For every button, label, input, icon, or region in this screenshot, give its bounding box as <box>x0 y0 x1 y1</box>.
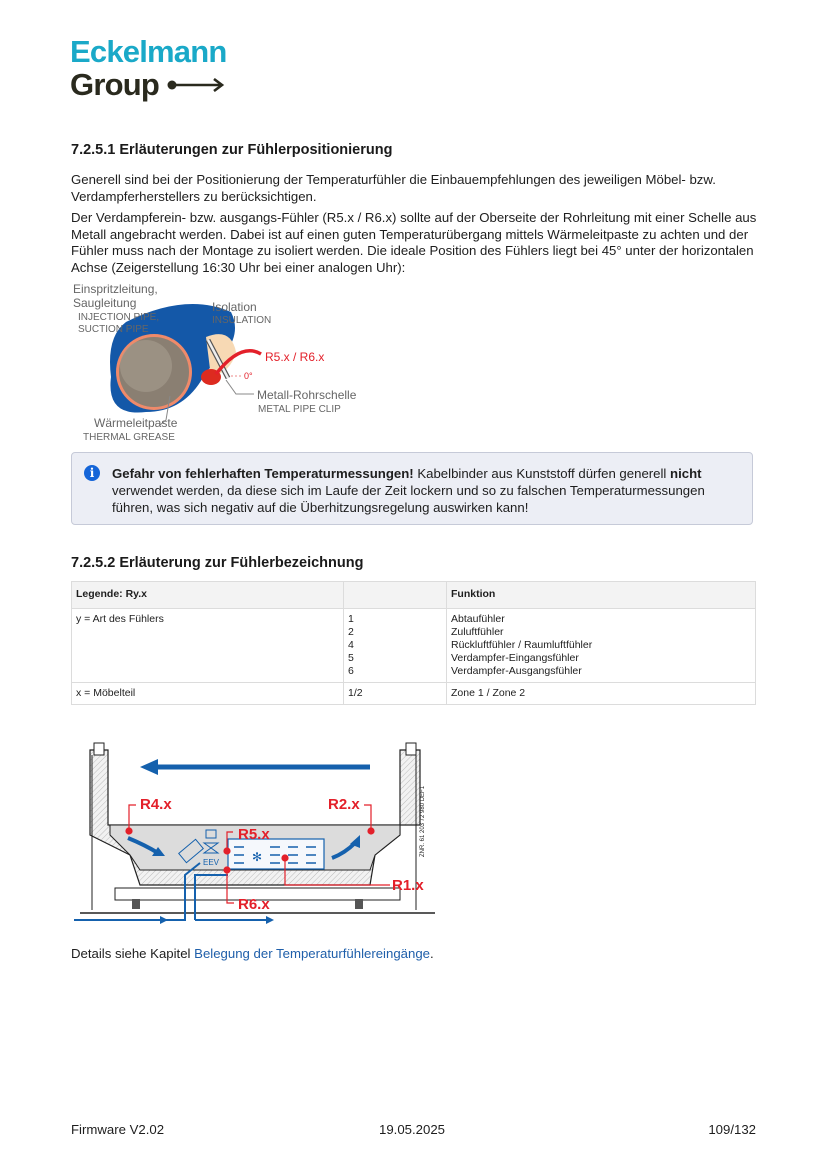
section-title-designation: 7.2.5.2 Erläuterung zur Fühlerbezeichnung <box>71 555 364 571</box>
table-cell: 1 2 4 5 6 <box>344 609 447 683</box>
refrigerated-case-figure <box>70 735 440 935</box>
arrow-icon <box>167 78 225 92</box>
warning-note <box>71 452 753 525</box>
footer-date: 19.05.2025 <box>379 1122 446 1137</box>
warning-text: Gefahr von fehlerhaften Temperaturmessungen! Kabelbinder aus Kunststoff dürfen generell nicht verwendet werden, da diese sich im Laufe der Zeit lockern und so zu falschen Temperaturmessungen führen, was sich negativ auf die Überhitzungsregelung auswirken kann! <box>112 466 705 515</box>
svg-text:✻: ✻ <box>252 850 263 864</box>
footer-page-number: 109/132 <box>708 1122 756 1137</box>
logo-group-text: Group <box>70 67 159 102</box>
svg-text:R2.x: R2.x <box>328 796 360 813</box>
chapter-link[interactable]: Belegung der Temperaturfühlereingänge <box>194 946 430 961</box>
svg-text:R5.x: R5.x <box>238 826 270 843</box>
svg-text:METAL PIPE CLIP: METAL PIPE CLIP <box>258 404 341 415</box>
table-cell: 1/2 <box>344 683 447 705</box>
section-title-positioning: 7.2.5.1 Erläuterungen zur Fühlerpositionierung <box>71 142 393 158</box>
paragraph-sensor-placement: Der Verdampferein- bzw. ausgangs-Fühler (R5.x / R6.x) sollte auf der Oberseite der Rohrleitung mit einer Schelle aus Metall angebracht werden. Dabei ist auf einen guten Temperaturübergang mittels Wärmeleitpaste zu achten und der Fühler muss nach der Montage zu isoliert werden. Die ideale Position des Fühlers liegt bei 45° unter der horizontalen Achse (Zeigerstellung 16:30 Uhr bei einer analogen Uhr): <box>71 210 757 275</box>
table-cell: Zone 1 / Zone 2 <box>447 683 756 705</box>
details-reference: Details siehe Kapitel Belegung der Temperaturfühlereingänge. <box>71 946 434 961</box>
table-header: Legende: Ry.x <box>72 582 344 609</box>
table-row <box>72 609 756 683</box>
table-header <box>344 582 447 609</box>
svg-text:0°: 0° <box>244 371 253 381</box>
svg-text:INJECTION PIPE,: INJECTION PIPE, <box>78 312 160 323</box>
table-cell: Abtaufühler Zuluftfühler Rückluftfühler / Raumluftfühler Verdampfer-Eingangsfühler Verdampfer-Ausgangsfühler <box>447 609 756 683</box>
table-header-row <box>72 582 756 609</box>
svg-text:Saugleitung: Saugleitung <box>73 296 137 310</box>
sensor-legend-table <box>71 581 756 705</box>
svg-text:R5.x / R6.x: R5.x / R6.x <box>265 350 325 364</box>
svg-text:R4.x: R4.x <box>140 796 172 813</box>
svg-text:Isolation: Isolation <box>212 300 257 314</box>
table-cell: y = Art des Fühlers <box>72 609 344 683</box>
svg-text:Wärmeleitpaste: Wärmeleitpaste <box>94 416 178 430</box>
table-header: Funktion <box>447 582 756 609</box>
table-row <box>72 683 756 705</box>
info-icon: i <box>84 465 100 481</box>
svg-text:ZNR. 61 203 72 980 DEF1: ZNR. 61 203 72 980 DEF1 <box>420 785 426 857</box>
svg-text:INSULATION: INSULATION <box>212 315 272 326</box>
logo-line-2 <box>70 69 227 100</box>
svg-text:SUCTION PIPE: SUCTION PIPE <box>78 324 149 335</box>
pipe-sensor-figure <box>66 282 376 447</box>
footer-firmware: Firmware V2.02 <box>71 1122 165 1137</box>
logo-line-1: Eckelmann <box>70 34 227 69</box>
svg-text:Einspritzleitung,: Einspritzleitung, <box>73 282 158 296</box>
paragraph-intro: Generell sind bei der Positionierung der Temperaturfühler die Einbauempfehlungen des jeweiligen Möbel- bzw. Verdampferherstellers zu berücksichtigen. <box>71 172 716 204</box>
svg-text:R6.x: R6.x <box>238 896 270 913</box>
svg-text:THERMAL GREASE: THERMAL GREASE <box>83 432 175 443</box>
company-logo <box>70 36 227 100</box>
table-cell: x = Möbelteil <box>72 683 344 705</box>
svg-text:R1.x: R1.x <box>392 877 424 894</box>
svg-text:Metall-Rohrschelle: Metall-Rohrschelle <box>257 388 357 402</box>
svg-text:EEV: EEV <box>203 858 220 867</box>
